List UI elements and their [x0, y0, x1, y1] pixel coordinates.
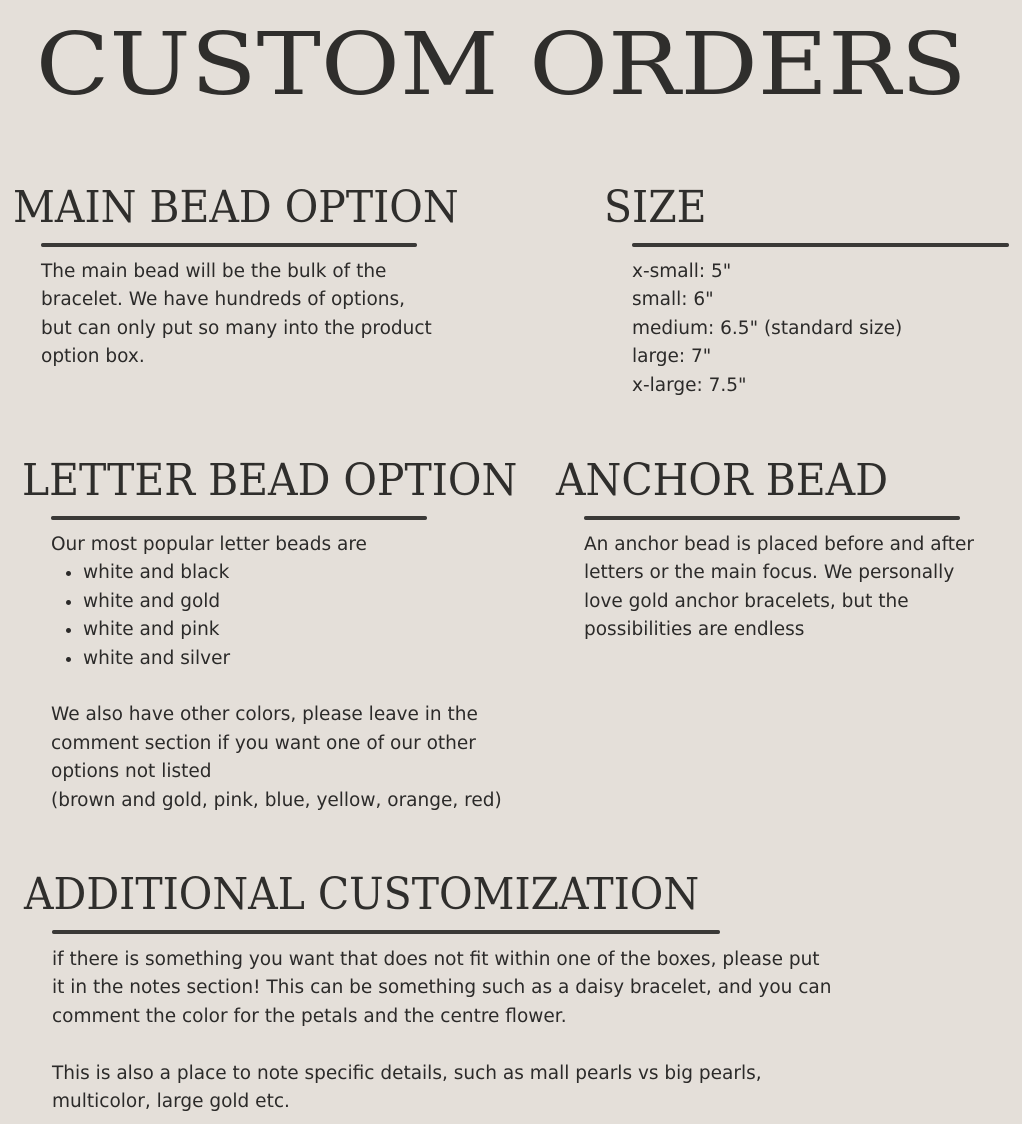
size-heading: SIZE: [604, 182, 707, 233]
main-bead-line: but can only put so many into the product: [41, 317, 432, 339]
list-item: • white and silver: [83, 645, 502, 673]
anchor-bead-heading: ANCHOR BEAD: [556, 455, 889, 506]
additional-line: This is also a place to note specific details, such as mall pearls vs big pearls,: [52, 1062, 762, 1084]
main-bead-line: option box.: [41, 346, 145, 368]
size-option: x-small: 5": [632, 261, 732, 282]
main-bead-divider: [41, 243, 417, 247]
additional-line: if there is something you want that does not fit within one of the boxes, please put: [52, 949, 820, 970]
anchor-bead-divider: [584, 516, 960, 520]
size-divider: [632, 243, 1009, 247]
main-bead-line: bracelet. We have hundreds of options,: [41, 289, 406, 311]
anchor-bead-line: possibilities are endless: [584, 619, 805, 641]
additional-customization-divider: [52, 930, 720, 934]
list-item: • white and gold: [83, 588, 502, 616]
anchor-bead-line: love gold anchor bracelets, but the: [584, 590, 909, 612]
anchor-bead-line: An anchor bead is placed before and after: [584, 534, 975, 555]
anchor-bead-line: letters or the main focus. We personally: [584, 562, 955, 584]
page-title: CUSTOM ORDERS: [35, 15, 967, 115]
letter-bead-heading: LETTER BEAD OPTION: [22, 455, 518, 506]
letter-bead-note-line: options not listed: [51, 761, 212, 783]
letter-bead-note-line: (brown and gold, pink, blue, yellow, orange, red): [51, 789, 502, 811]
paragraph-spacer: [52, 1031, 831, 1059]
list-item: • white and black: [83, 559, 502, 587]
size-option: x-large: 7.5": [632, 374, 747, 396]
paragraph-spacer: [51, 673, 502, 701]
size-options-list: [632, 258, 902, 400]
letter-bead-note-line: We also have other colors, please leave in the: [51, 704, 478, 726]
additional-customization-heading: ADDITIONAL CUSTOMIZATION: [24, 869, 700, 920]
letter-bead-intro: Our most popular letter beads are: [51, 534, 367, 555]
list-item: • white and pink: [83, 616, 502, 644]
letter-bead-description: [51, 531, 502, 815]
letter-bead-note-line: comment section if you want one of our other: [51, 732, 476, 754]
main-bead-line: The main bead will be the bulk of the: [41, 261, 387, 282]
letter-bead-divider: [51, 516, 427, 520]
size-option: medium: 6.5" (standard size): [632, 317, 903, 339]
size-option: large: 7": [632, 346, 712, 368]
additional-line: it in the notes section! This can be something such as a daisy bracelet, and you can: [52, 977, 832, 999]
anchor-bead-description: [584, 531, 974, 645]
additional-line: comment the color for the petals and the centre flower.: [52, 1005, 567, 1027]
letter-bead-color-list: [51, 559, 502, 673]
additional-line: multicolor, large gold etc.: [52, 1091, 290, 1113]
main-bead-description: [41, 258, 432, 372]
main-bead-heading: MAIN BEAD OPTION: [13, 182, 459, 233]
additional-customization-description: [52, 946, 831, 1116]
size-option: small: 6": [632, 289, 714, 311]
